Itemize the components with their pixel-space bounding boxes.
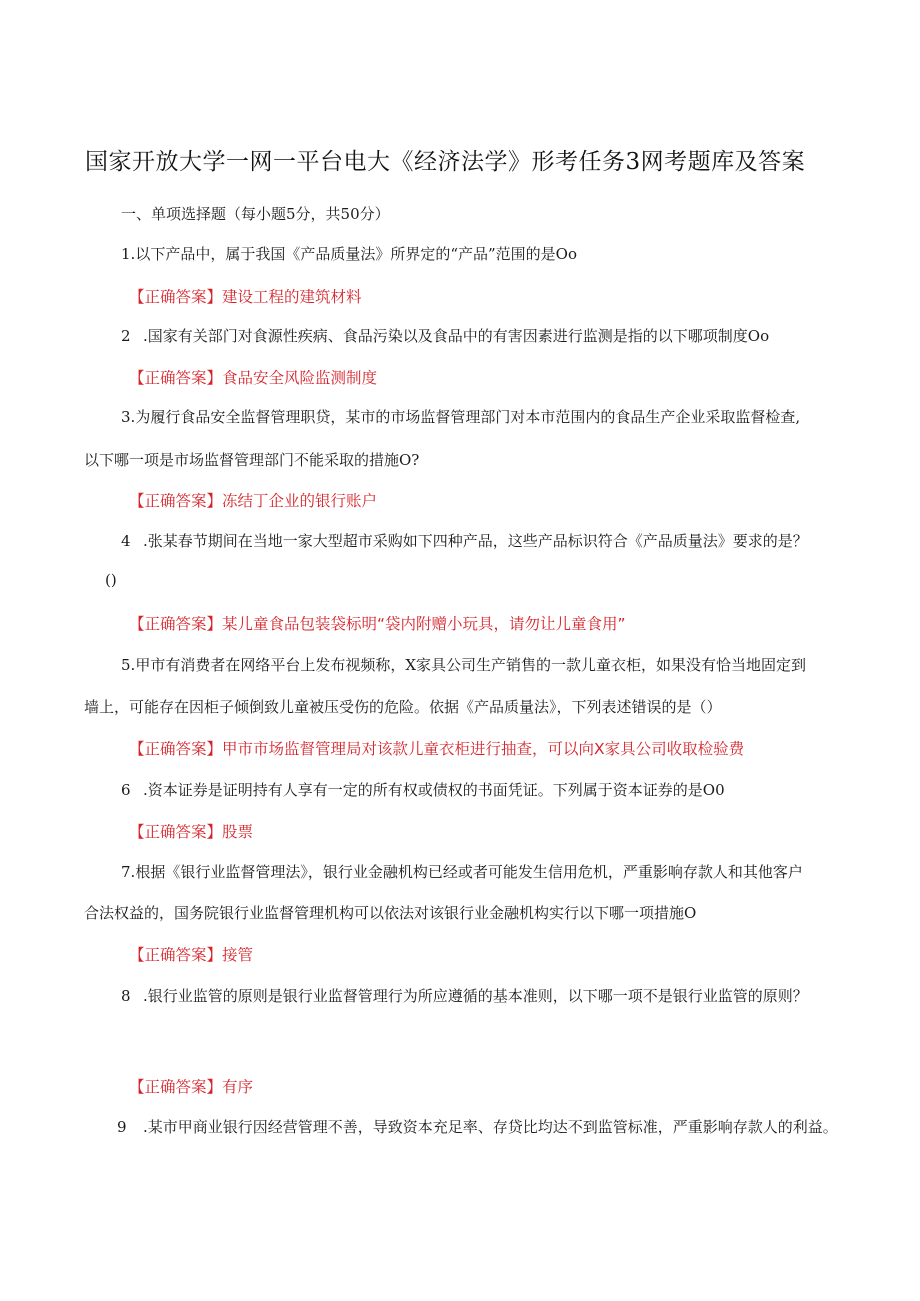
question-7 [121, 861, 803, 882]
answer-1: 【正确答案】建设工程的建筑材料 [129, 288, 362, 306]
question-3-continued: 以下哪一项是市场监督管理部门不能采取的措施O? [84, 451, 420, 469]
answer-5: 【正确答案】甲市市场监督管理局对该款儿童衣柜进行抽查，可以向X家具公司收取检验费 [129, 740, 745, 758]
question-text: .资本证券是证明持有人享有一定的所有权或债权的书面凭证。下列属于资本证券的是O0 [143, 781, 725, 799]
question-4 [121, 530, 808, 551]
question-1 [121, 243, 577, 264]
question-number: 1. [121, 245, 136, 263]
question-5-continued: 墙上，可能存在因柜子倾倒致儿童被压受伤的危险。依据《产品质量法》，下列表述错误的是（） [84, 698, 722, 716]
question-6 [121, 779, 725, 800]
page-title: 国家开放大学一网一平台电大《经济法学》形考任务3网考题库及答案 [85, 149, 806, 175]
question-text: .甲市有消费者在网络平台上发布视频称，X家具公司生产销售的一款儿童衣柜，如果没有恰当地固定到 [130, 656, 806, 674]
question-text: .为履行食品安全监督管理职贷，某市的市场监督管理部门对本市范围内的食品生产企业采取监督检查, [130, 408, 801, 426]
question-7-continued: 合法权益的，国务院银行业监督管理机构可以依法对该银行业金融机构实行以下哪一项措施O [84, 904, 697, 922]
question-number: 8 [121, 987, 131, 1005]
question-text: .银行业监管的原则是银行业监督管理行为所应遵循的基本准则，以下哪一项不是银行业监管的原则？ [143, 987, 808, 1005]
question-number: 4 [121, 532, 131, 550]
question-number: 6 [121, 781, 131, 799]
question-8 [121, 985, 808, 1006]
question-text: .根据《银行业监督管理法》，银行业金融机构已经或者可能发生信用危机，严重影响存款人和其他客户 [130, 863, 803, 881]
question-number: 7 [121, 863, 131, 881]
question-text: .张某春节期间在当地一家大型超市采购如下四种产品，这些产品标识符合《产品质量法》要求的是？ [143, 532, 808, 550]
answer-6: 【正确答案】股票 [129, 823, 254, 841]
answer-3: 【正确答案】冻结丁企业的银行账户 [129, 492, 378, 510]
question-9 [117, 1116, 838, 1137]
question-number: 2 [121, 327, 131, 345]
section-heading: 一、单项选择题（每小题5分，共50分） [121, 205, 390, 223]
answer-7: 【正确答案】接管 [129, 946, 254, 964]
answer-4: 【正确答案】某儿童食品包装袋标明“袋内附赠小玩具，请勿让儿童食用” [129, 615, 626, 633]
question-number: 5 [121, 656, 131, 674]
question-text: 以下产品中，属于我国《产品质量法》所界定的“产品”范围的是Oo [135, 245, 577, 263]
question-2 [121, 325, 769, 346]
question-4-continued: () [105, 571, 117, 589]
answer-8: 【正确答案】有序 [129, 1078, 254, 1096]
question-text: .某市甲商业银行因经营管理不善，导致资本充足率、存贷比均达不到监管标准，严重影响存款人的利益。 [143, 1118, 838, 1136]
question-5 [121, 654, 806, 675]
question-3 [121, 406, 800, 427]
question-number: 9 [117, 1118, 127, 1136]
question-text: .国家有关部门对食源性疾病、食品污染以及食品中的有害因素进行监测是指的以下哪项制度Oo [143, 327, 770, 345]
answer-2: 【正确答案】食品安全风险监测制度 [129, 369, 378, 387]
question-number: 3 [121, 408, 131, 426]
